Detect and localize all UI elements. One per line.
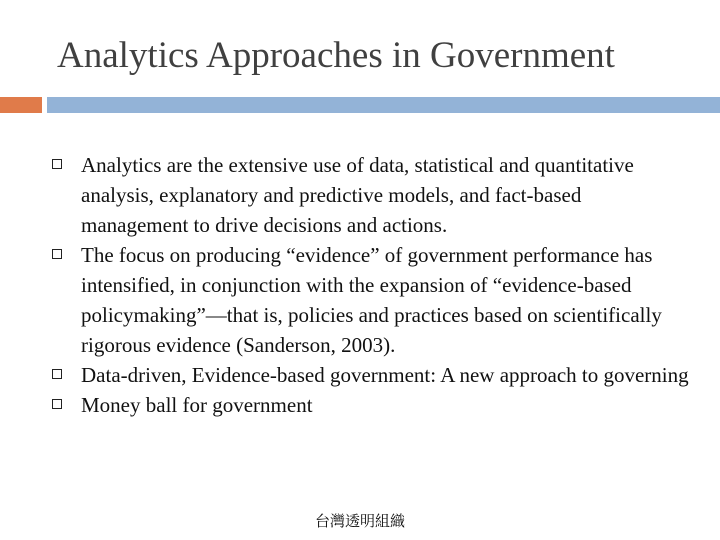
- footer-text: 台灣透明組織: [314, 512, 405, 530]
- bullet-text: Analytics are the extensive use of data, statistical and quantitative analysis, explanatory and predictive models, and fact-based management to drive decisions and actions.: [81, 153, 634, 237]
- bullet-text: Data-driven, Evidence-based government: A new approach to governing: [81, 363, 689, 387]
- accent-bar-orange: [0, 97, 42, 113]
- bullet-item: [52, 360, 692, 390]
- slide-title: Analytics Approaches in Government: [57, 35, 615, 76]
- bullet-list: [52, 150, 692, 420]
- bullet-text: The focus on producing “evidence” of government performance has intensified, in conjunction with the expansion of “evidence-based policymaking”—that is, policies and practices based on scientifically rigorous evidence (Sanderson, 2003).: [81, 243, 662, 357]
- bullet-item: [52, 150, 692, 240]
- bullet-item: [52, 240, 692, 360]
- square-bullet-icon: [52, 369, 62, 379]
- square-bullet-icon: [52, 399, 62, 409]
- square-bullet-icon: [52, 249, 62, 259]
- bullet-item: [52, 390, 692, 420]
- bullet-text: Money ball for government: [81, 393, 313, 417]
- accent-bar-blue: [47, 97, 720, 113]
- square-bullet-icon: [52, 159, 62, 169]
